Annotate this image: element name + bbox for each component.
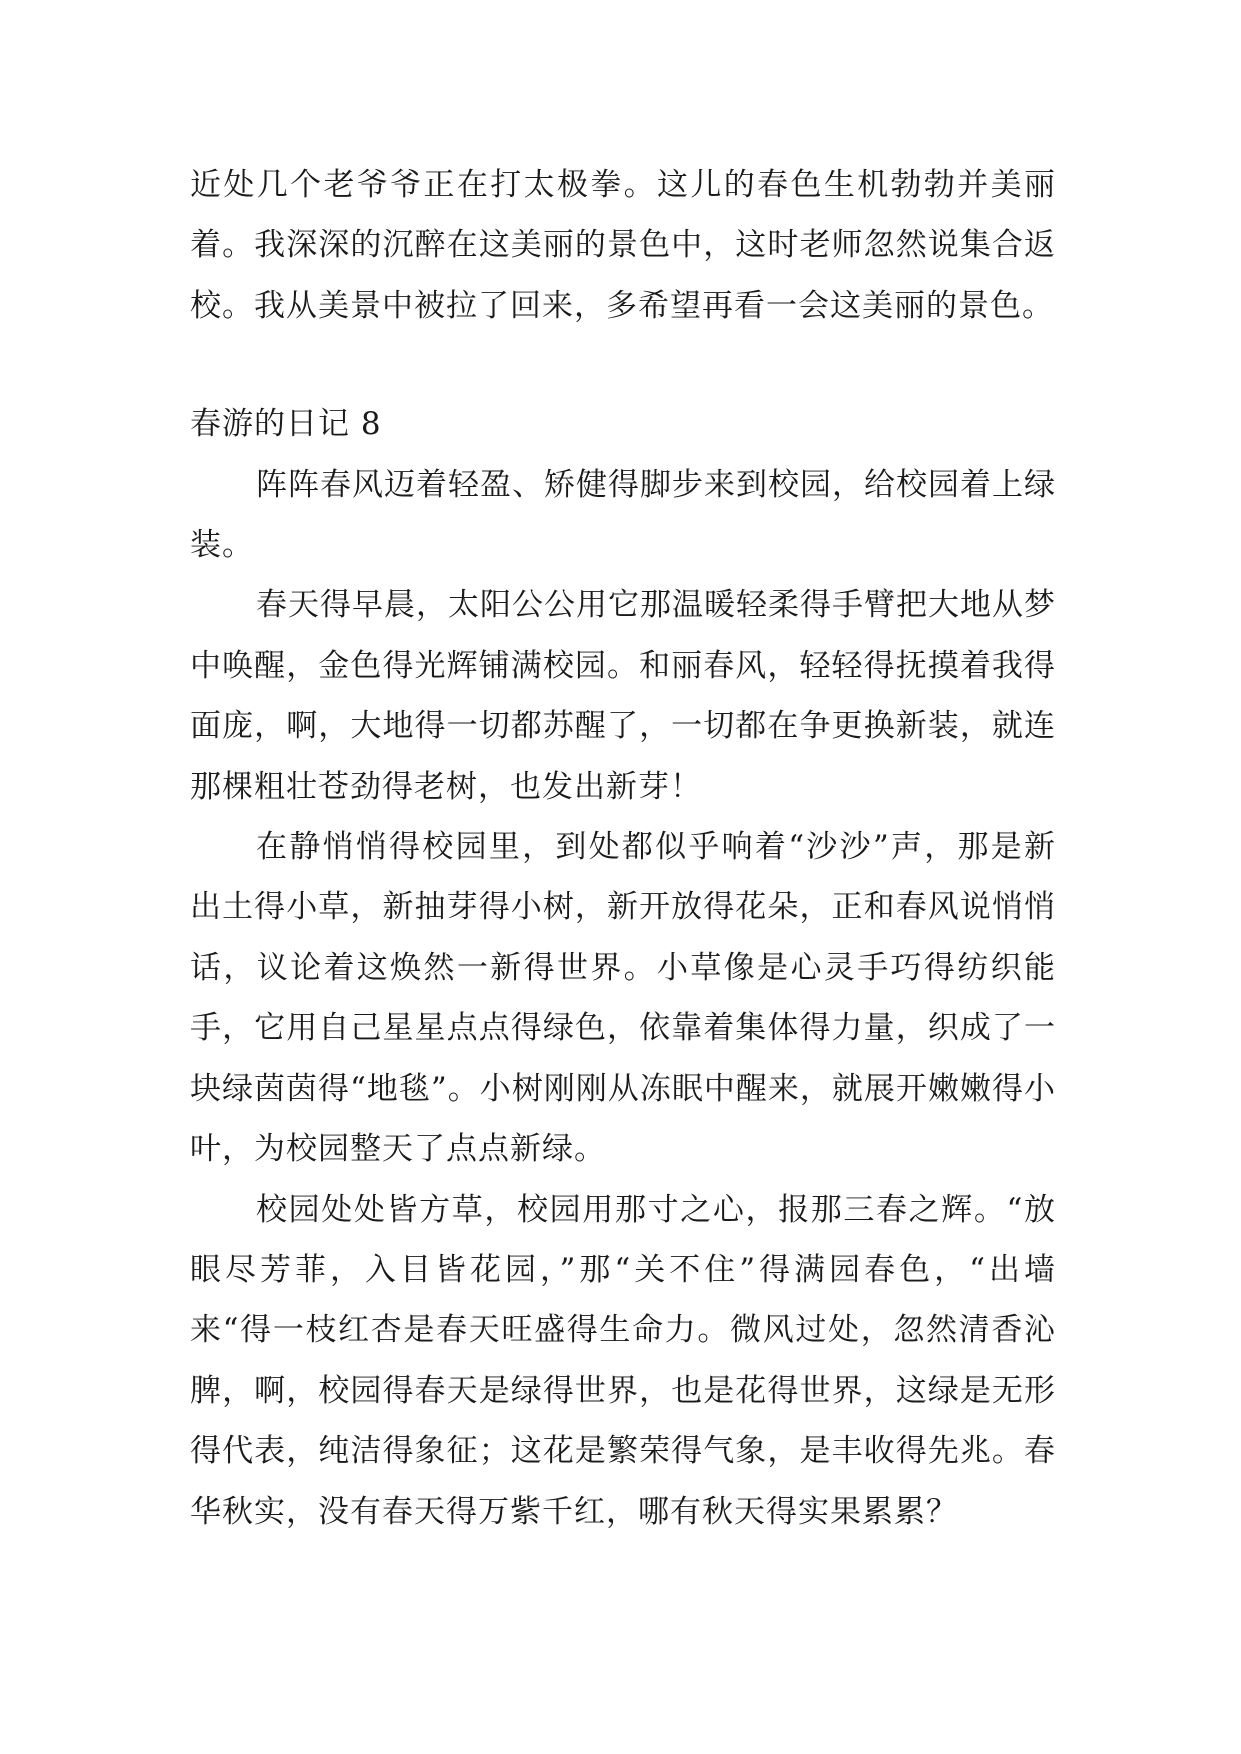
body-paragraph: 在静悄悄得校园里，到处都似乎响着“沙沙”声，那是新出土得小草，新抽芽得小树，新开放得花朵，正和春风说悄悄话，议论着这焕然一新得世界。小草像是心灵手巧得纺织能手，它用自己星星点点得绿色，依靠着集体得力量，织成了一块绿茵茵得“地毯”。小树刚刚从冻眠中醒来，就展开嫩嫩得小叶，为校园整天了点点新绿。 xyxy=(190,829,1056,1168)
section-gap xyxy=(190,336,1056,394)
intro-paragraph: 近处几个老爷爷正在打太极拳。这儿的春色生机勃勃并美丽着。我深深的沉醉在这美丽的景色中，这时老师忽然说集合返校。我从美景中被拉了回来，多希望再看一会这美丽的景色。 xyxy=(190,167,1056,324)
body-paragraph: 校园处处皆方草，校园用那寸之心，报那三春之辉。“放眼尽芳菲，入目皆花园，”那“关不住”得满园春色，“出墙来“得一枝红杏是春天旺盛得生命力。微风过处，忽然清香沁脾，啊，校园得春天是绿得世界，也是花得世界，这绿是无形得代表，纯洁得象征；这花是繁荣得气象，是丰收得先兆。春华秋实，没有春天得万紫千红，哪有秋天得实果累累？ xyxy=(190,1191,1056,1530)
section-title: 春游的日记 8 xyxy=(190,406,382,443)
body-paragraph: 春天得早晨，太阳公公用它那温暖轻柔得手臂把大地从梦中唤醒，金色得光辉铺满校园。和丽春风，轻轻得抚摸着我得面庞，啊，大地得一切都苏醒了，一切都在争更换新装，就连那棵粗壮苍劲得老树，也发出新芽！ xyxy=(190,587,1056,805)
body-paragraph: 阵阵春风迈着轻盈、矫健得脚步来到校园，给校园着上绿装。 xyxy=(190,466,1056,564)
document-body xyxy=(190,155,1056,1542)
